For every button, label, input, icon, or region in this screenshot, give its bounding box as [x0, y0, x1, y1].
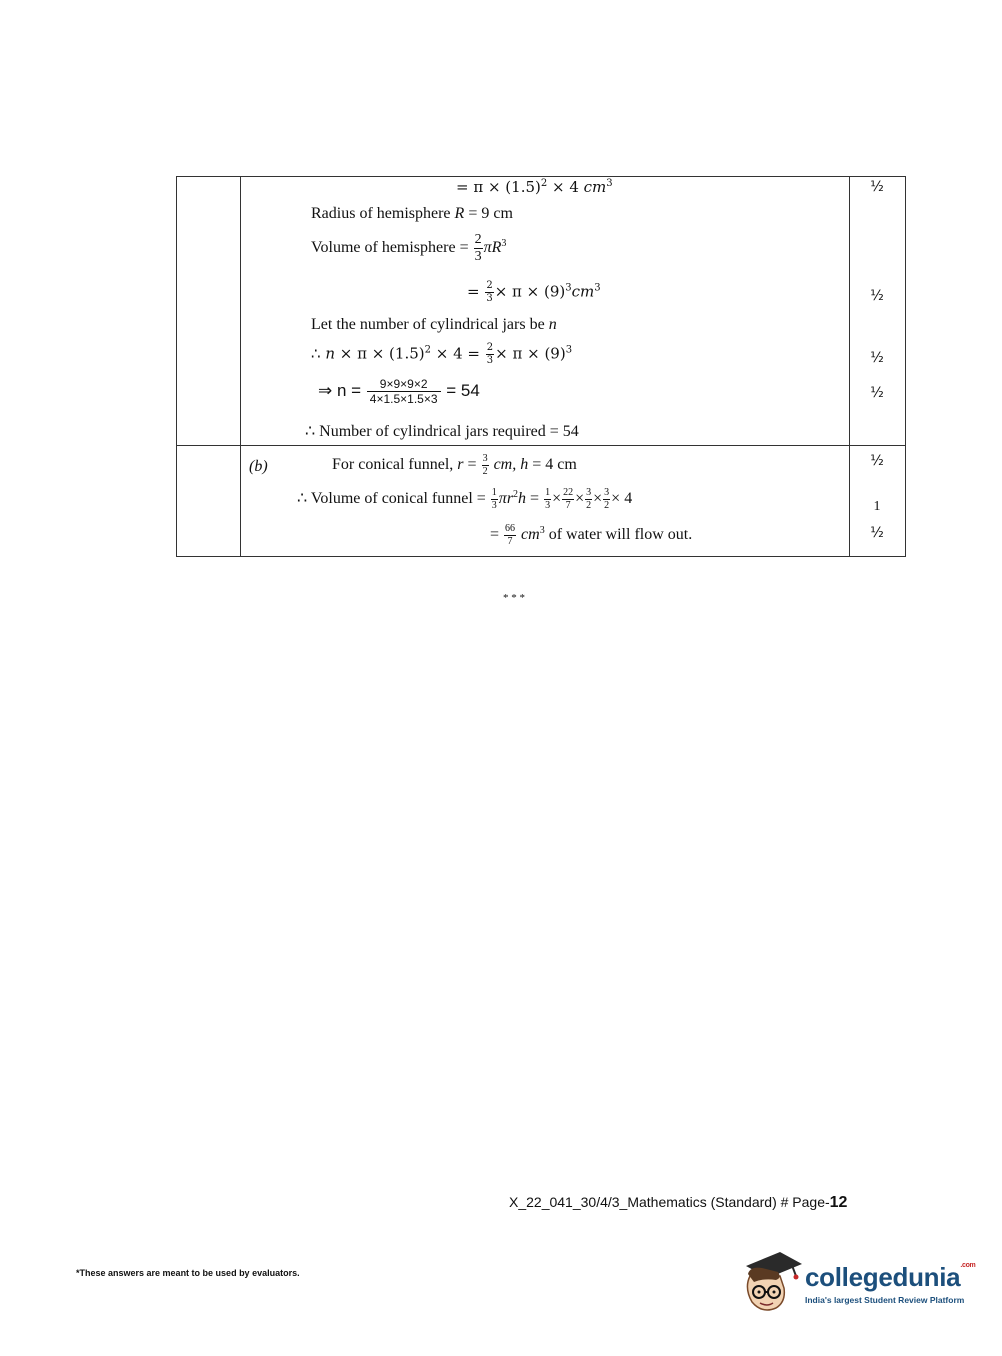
text-line: = $\frac{66}{7}$ $cm^3$ of water will flow out.	[490, 523, 693, 547]
mark-value: ½	[870, 453, 884, 469]
part-label: (b)	[249, 458, 268, 475]
text-line: Volume of hemisphere = $\frac{2}{3}$ $\pi R^3$	[311, 232, 507, 264]
collegedunia-mascot-icon	[740, 1248, 804, 1318]
mark-value: ½	[870, 525, 884, 541]
section-separator: * * *	[503, 592, 525, 604]
mark-value: ½	[870, 385, 884, 401]
equation-line: = $\frac{2}{3}$ × $\pi \times (9)^3cm^3$	[467, 280, 601, 304]
equation-line: ∴ $n \times \pi \times (1.5)^2 \times 4$ = $\frac{2}{3}$ × $\pi \times (9)^3$	[311, 342, 573, 366]
text-line: ∴ Volume of conical funnel = $\frac{1}{3}$ $\pi r^2h$ = $\frac{1}{3}$ × $\frac{22}{7}$ × $\frac{3}{2}$ × $\frac{3}{2}$ × 4	[297, 487, 633, 511]
equation-line: = $\pi \times (1.5)^2 \times 4$ $cm^3$	[456, 178, 613, 196]
table-column-divider	[849, 176, 850, 557]
brand-logo	[805, 1262, 975, 1305]
mark-value: ½	[870, 288, 884, 304]
page-number: 12	[829, 1194, 848, 1211]
conclusion-line: ∴ Number of cylindrical jars required = 54	[305, 423, 579, 440]
equation-line: ⇒ n = $\frac{9\times 9\times 9\times 2}{4\times 1.5\times 1.5\times 3}$ = 54	[318, 377, 480, 406]
mark-value: 1	[873, 499, 881, 514]
evaluator-note: *These answers are meant to be used by evaluators.	[76, 1268, 300, 1278]
text-line: Radius of hemisphere R = 9 cm	[311, 205, 513, 222]
table-row-divider	[176, 445, 906, 446]
brand-suffix: .com	[960, 1262, 976, 1269]
page-code: X_22_041_30/4/3_Mathematics (Standard) # Page-12	[509, 1194, 848, 1211]
brand-name: collegedunia	[805, 1262, 961, 1292]
mark-value: ½	[870, 350, 884, 366]
brand-tagline: India's largest Student Review Platform	[805, 1295, 965, 1305]
text-line: For conical funnel, r = $\frac{3}{2}$ cm, h = 4 cm	[332, 453, 577, 477]
table-column-divider	[240, 176, 241, 557]
text-line: Let the number of cylindrical jars be n	[311, 316, 557, 333]
mark-value: ½	[870, 179, 884, 195]
